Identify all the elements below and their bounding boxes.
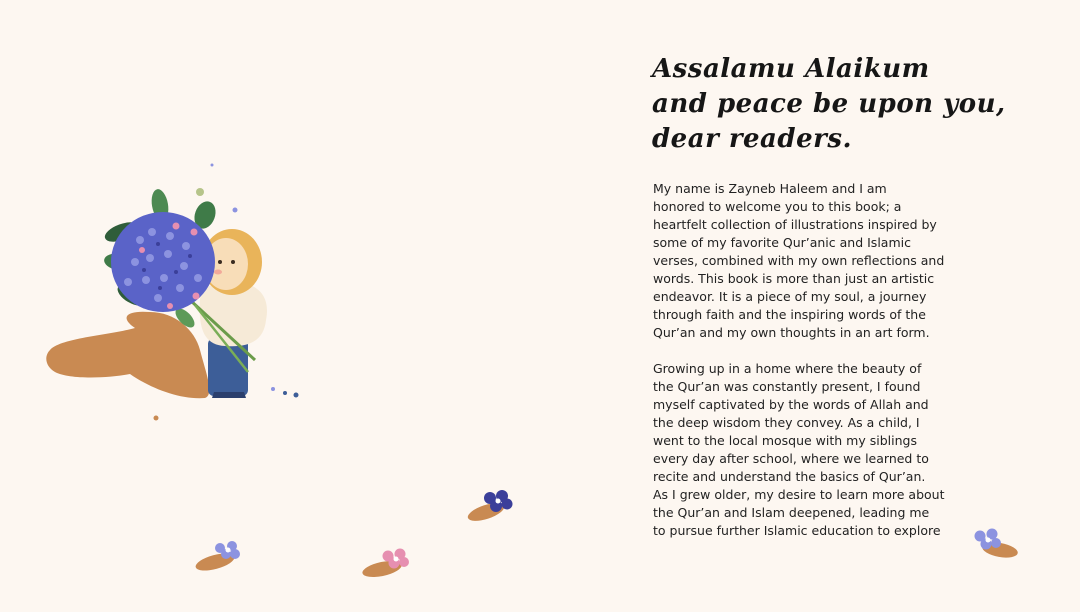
text-line: myself captivated by the words of Allah and xyxy=(653,397,929,412)
page-heading xyxy=(652,52,1006,157)
heading-line: and peace be upon you, xyxy=(652,89,1006,119)
text-line: Growing up in a home where the beauty of xyxy=(653,361,922,376)
body-text xyxy=(653,180,943,558)
flower-blue-right xyxy=(975,529,1019,561)
text-line: heartfelt collection of illustrations inspired by xyxy=(653,217,937,232)
text-line: words. This book is more than just an artistic xyxy=(653,271,935,286)
paragraph-1 xyxy=(653,180,943,342)
text-line: the Qur’an was constantly present, I found xyxy=(653,379,921,394)
text-line: the Qur’an and Islam deepened, leading me xyxy=(653,505,930,520)
text-line: went to the local mosque with my siblings xyxy=(653,433,917,448)
text-line: honored to welcome you to this book; a xyxy=(653,199,902,214)
text-line: to pursue further Islamic education to explore xyxy=(653,523,941,538)
text-line: through faith and the inspiring words of the xyxy=(653,307,926,322)
text-line: endeavor. It is a piece of my soul, a journey xyxy=(653,289,927,304)
text-line: My name is Zayneb Haleem and I am xyxy=(653,181,887,196)
text-line: Qur’an and my own thoughts in an art form. xyxy=(653,325,930,340)
heading-line: Assalamu Alaikum xyxy=(652,54,930,84)
heading-line: dear readers. xyxy=(652,124,853,154)
flower-pink-small xyxy=(361,549,409,581)
text-line: the deep wisdom they convey. As a child, I xyxy=(653,415,920,430)
text-line: every day after school, where we learned to xyxy=(653,451,929,466)
bouquet xyxy=(111,212,215,312)
paragraph-2 xyxy=(653,360,943,540)
text-line: recite and understand the basics of Qur’an. xyxy=(653,469,926,484)
text-line: some of my favorite Qur’anic and Islamic xyxy=(653,235,911,250)
flower-blue-dark xyxy=(466,490,513,525)
text-line: As I grew older, my desire to learn more about xyxy=(653,487,945,502)
flower-blue-small-left xyxy=(194,541,240,574)
text-line: verses, combined with my own reflections and xyxy=(653,253,945,268)
